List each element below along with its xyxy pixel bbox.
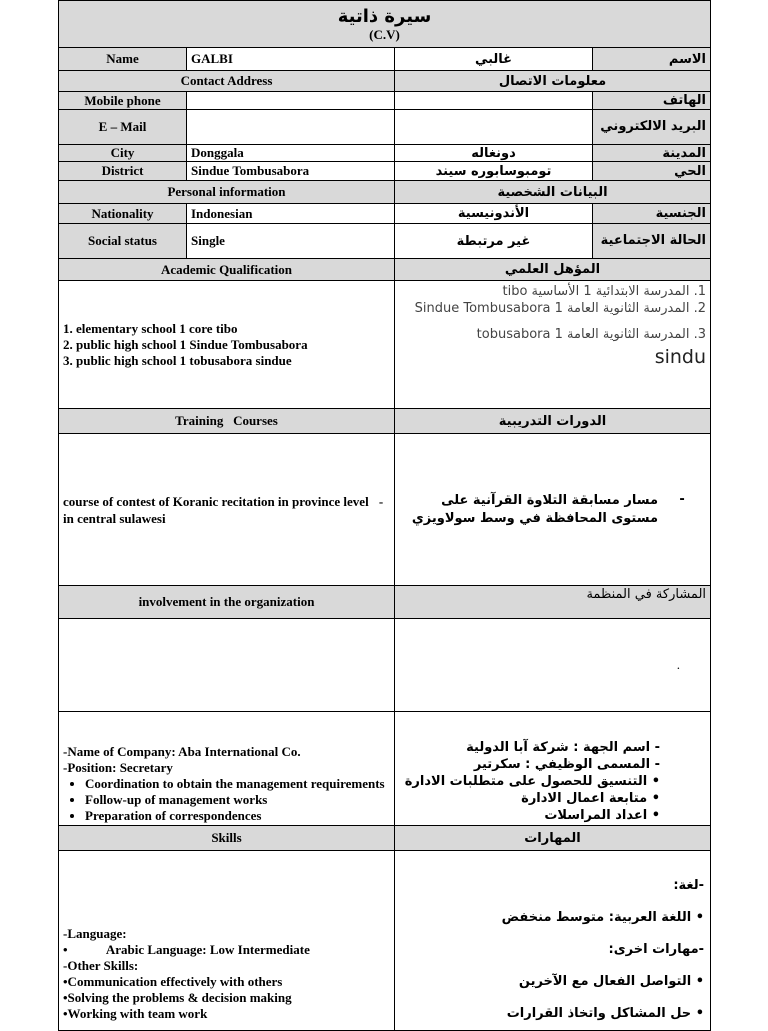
experience-en <box>59 712 395 826</box>
academic-item-ar: 1. المدرسة الابتدائية 1 الأساسية tibo <box>502 284 707 299</box>
academic-list-en <box>59 281 395 409</box>
name-value-ar: غالبي <box>395 48 593 71</box>
mobile-value-en <box>187 92 395 110</box>
duties-list-en <box>63 776 390 824</box>
academic-header-en: Academic Qualification <box>59 259 395 281</box>
duty-item-ar: • التنسيق للحصول على متطلبات الادارة <box>404 774 661 789</box>
training-dash-ar: - <box>679 491 685 507</box>
nationality-label-en: Nationality <box>59 204 187 224</box>
contact-header-en: Contact Address <box>59 71 395 92</box>
organization-dot: . <box>676 657 681 672</box>
personal-header-en: Personal information <box>59 181 395 204</box>
organization-body-ar <box>395 619 711 712</box>
academic-header-ar: المؤهل العلمي <box>395 259 711 281</box>
cv-title-arabic: سيرة ذاتية <box>337 6 432 27</box>
mobile-label-en: Mobile phone <box>59 92 187 110</box>
status-label-en: Social status <box>59 224 187 259</box>
personal-header-ar: البيانات الشخصية <box>395 181 711 204</box>
duty-item-ar: • متابعة اعمال الادارة <box>521 791 661 806</box>
skills-line-en: • Arabic Language: Low Intermediate <box>63 942 310 957</box>
mobile-label-ar: الهاتف <box>593 92 711 110</box>
status-value-en: Single <box>187 224 395 259</box>
training-dash-en: - <box>378 493 384 509</box>
training-item-ar: مسار مسابقة التلاوة القرآنية على مستوى المحافظة في وسط سولاويزي <box>411 492 659 526</box>
district-label-ar: الحي <box>593 162 711 181</box>
skills-header-ar: المهارات <box>395 826 711 851</box>
duty-item-en: • Follow-up of management works <box>85 792 390 808</box>
skills-line-ar: • حل المشاكل واتخاذ القرارات <box>506 1006 705 1021</box>
academic-item-en: 3. public high school 1 tobusabora sindue <box>63 352 292 368</box>
city-value-ar: دونغاله <box>395 145 593 162</box>
position-ar: - المسمى الوظيفي : سكرتير <box>473 757 661 772</box>
company-ar: - اسم الجهة : شركة آبا الدولية <box>466 740 661 755</box>
nationality-value-en: Indonesian <box>187 204 395 224</box>
training-item-ar-cell <box>395 434 711 586</box>
email-value-en <box>187 110 395 145</box>
city-value-en: Donggala <box>187 145 395 162</box>
skills-line-ar: -لغة: <box>673 878 705 893</box>
organization-header-en: involvement in the organization <box>59 586 395 619</box>
city-label-ar: المدينة <box>593 145 711 162</box>
email-label-ar: البريد الالكتروني <box>593 110 711 145</box>
city-label-en: City <box>59 145 187 162</box>
training-item-en-cell <box>59 434 395 586</box>
academic-item-en: 1. elementary school 1 core tibo <box>63 320 238 336</box>
skills-ar <box>395 851 711 1031</box>
status-value-ar: غير مرتبطة <box>395 224 593 259</box>
skills-line-en: -Other Skills: <box>63 958 139 973</box>
skills-line-en: -Language: <box>63 926 127 941</box>
skills-line-en: •Communication effectively with others <box>63 974 283 989</box>
cv-table <box>58 0 711 1031</box>
status-label-ar: الحالة الاجتماعية <box>593 224 711 259</box>
company-en: -Name of Company: Aba International Co. <box>63 744 301 759</box>
cv-title-english: (C.V) <box>369 27 400 42</box>
training-item-en: course of contest of Koranic recitation in province level in central sulawesi <box>63 493 369 526</box>
email-label-en: E – Mail <box>59 110 187 145</box>
contact-header-ar: معلومات الاتصال <box>395 71 711 92</box>
experience-ar <box>395 712 711 826</box>
name-value-en: GALBI <box>187 48 395 71</box>
district-value-ar: تومبوسابوره سيند <box>395 162 593 181</box>
academic-item-en: 2. public high school 1 Sindue Tombusabora <box>63 336 308 352</box>
duty-item-en: • Coordination to obtain the management requirements <box>85 776 390 792</box>
duty-item-ar: • اعداد المراسلات <box>544 808 661 823</box>
academic-item-ar: 3. المدرسة الثانوية العامة 1 tobusabora <box>476 327 707 342</box>
duty-item-en: • Preparation of correspondences <box>85 808 390 824</box>
skills-line-ar: • اللغة العربية: متوسط منخفض <box>501 910 705 925</box>
skills-header-en: Skills <box>59 826 395 851</box>
nationality-value-ar: الأندونيسية <box>395 204 593 224</box>
email-value-ar <box>395 110 593 145</box>
name-label-ar: الاسم <box>593 48 711 71</box>
skills-en <box>59 851 395 1031</box>
organization-body-en <box>59 619 395 712</box>
academic-list-ar <box>395 281 711 409</box>
academic-item-ar: sindu <box>654 346 707 368</box>
name-label-en: Name <box>59 48 187 71</box>
academic-item-ar: 2. المدرسة الثانوية العامة 1 Sindue Tombusabora <box>414 301 707 316</box>
training-header-ar: الدورات التدريبية <box>395 409 711 434</box>
skills-line-ar: • التواصل الفعال مع الآخرين <box>518 974 705 989</box>
nationality-label-ar: الجنسية <box>593 204 711 224</box>
skills-line-ar: -مهارات اخرى: <box>608 942 705 957</box>
cv-title-cell <box>59 1 711 48</box>
position-en: -Position: Secretary <box>63 760 173 775</box>
district-label-en: District <box>59 162 187 181</box>
skills-line-en: •Working with team work <box>63 1006 208 1021</box>
mobile-value-ar <box>395 92 593 110</box>
training-header-en: Training Courses <box>59 409 395 434</box>
skills-line-en: •Solving the problems & decision making <box>63 990 292 1005</box>
district-value-en: Sindue Tombusabora <box>187 162 395 181</box>
organization-header-ar: المشاركة في المنظمة <box>395 586 711 619</box>
